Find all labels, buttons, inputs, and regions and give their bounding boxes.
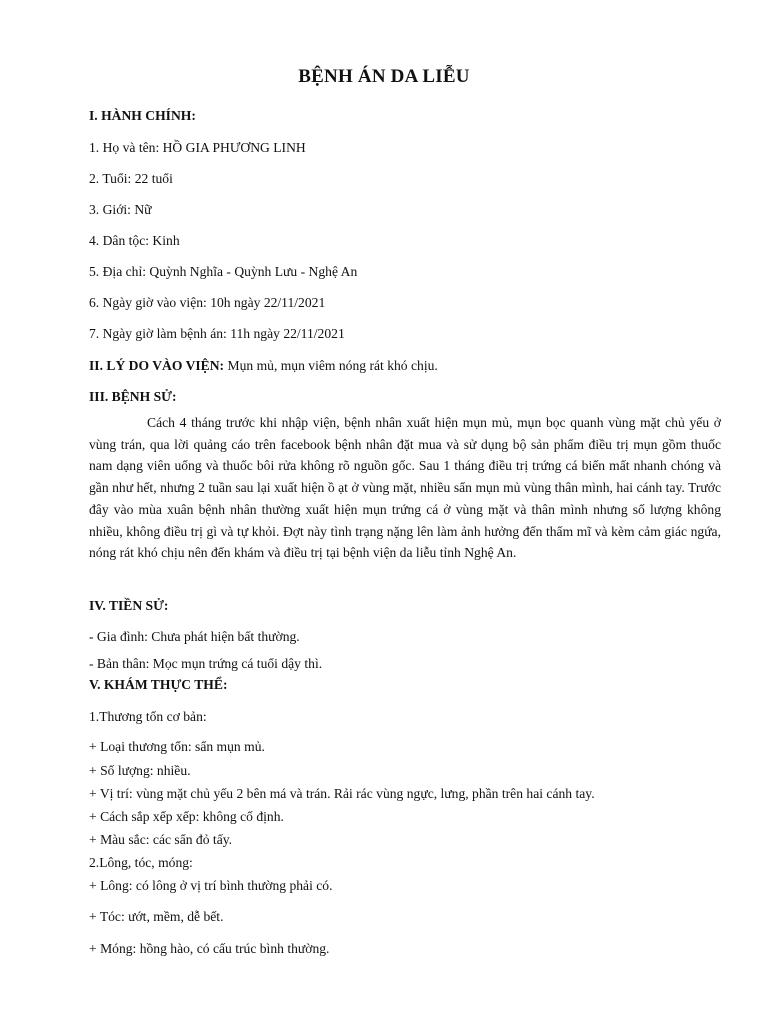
reason-text: Mụn mủ, mụn viêm nóng rát khó chịu.	[224, 358, 438, 373]
past-family: - Gia đình: Chưa phát hiện bất thường.	[89, 629, 300, 644]
admin-gender: 3. Giới: Nữ	[89, 202, 152, 217]
exam-line: 1.Thương tổn cơ bản:	[89, 709, 207, 724]
history-paragraph: Cách 4 tháng trước khi nhập viện, bệnh nhân xuất hiện mụn mủ, mụn bọc quanh vùng mặt chủ yếu ở vùng trán, qua lời quảng cáo trên facebook bệnh nhân đặt mua và sử dụng bộ sản phẩm điều trị mụn gồm thuốc nam dạng viên uống và thuốc bôi rửa không rõ nguồn gốc. Sau 1 tháng điều trị trứng cá biến mất nhanh chóng và gần như hết, nhưng 2 tuần sau lại xuất hiện ồ ạt ở vùng mặt, nhiều sẩn mụn mủ vùng thân mình, hai cánh tay. Trước đây vào mùa xuân bệnh nhân thường xuất hiện mụn trứng cá ở vùng mặt và thân mình nhưng số lượng không nhiều, không điều trị gì và tự khỏi. Đợt này tình trạng nặng lên làm ảnh hưởng đến thẩm mĩ và kèm cảm giác ngứa, nóng rát khó chịu nên đến khám và điều trị tại bệnh viện da liễu tỉnh Nghệ An.	[89, 415, 721, 561]
document-title: BỆNH ÁN DA LIỄU	[298, 66, 470, 87]
section-heading-reason: II. LÝ DO VÀO VIỆN:	[89, 358, 225, 373]
exam-line: + Cách sắp xếp xếp: không cố định.	[89, 809, 284, 824]
section-heading-exam: V. KHÁM THỰC THỂ:	[89, 677, 228, 692]
exam-line: + Số lượng: nhiều.	[89, 763, 191, 778]
past-self: - Bản thân: Mọc mụn trứng cá tuổi dậy thì.	[89, 656, 323, 671]
exam-line: + Màu sắc: các sẩn đỏ tấy.	[89, 832, 233, 847]
exam-line: + Móng: hồng hào, có cấu trúc bình thường.	[89, 941, 330, 956]
admin-record-time: 7. Ngày giờ làm bệnh án: 11h ngày 22/11/2021	[89, 326, 345, 341]
admin-name: 1. Họ và tên: HỒ GIA PHƯƠNG LINH	[89, 140, 306, 155]
section-heading-admin: I. HÀNH CHÍNH:	[89, 108, 196, 123]
exam-line: + Tóc: ướt, mềm, dễ bết.	[89, 909, 224, 924]
exam-line: + Vị trí: vùng mặt chủ yếu 2 bên má và trán. Rải rác vùng ngực, lưng, phần trên hai cánh tay.	[89, 786, 595, 801]
exam-line: 2.Lông, tóc, móng:	[89, 855, 193, 870]
section-heading-past: IV. TIỀN SỬ:	[89, 598, 169, 613]
section-heading-history: III. BỆNH SỬ:	[89, 389, 177, 404]
admin-address: 5. Địa chỉ: Quỳnh Nghĩa - Quỳnh Lưu - Nghệ An	[89, 264, 358, 279]
exam-line: + Lông: có lông ở vị trí bình thường phải có.	[89, 878, 333, 893]
admin-ethnicity: 4. Dân tộc: Kinh	[89, 233, 180, 248]
reason-line	[89, 357, 438, 375]
admin-age: 2. Tuổi: 22 tuổi	[89, 171, 173, 186]
admin-admission-time: 6. Ngày giờ vào viện: 10h ngày 22/11/2021	[89, 295, 326, 310]
exam-line: + Loại thương tổn: sẩn mụn mủ.	[89, 739, 265, 754]
